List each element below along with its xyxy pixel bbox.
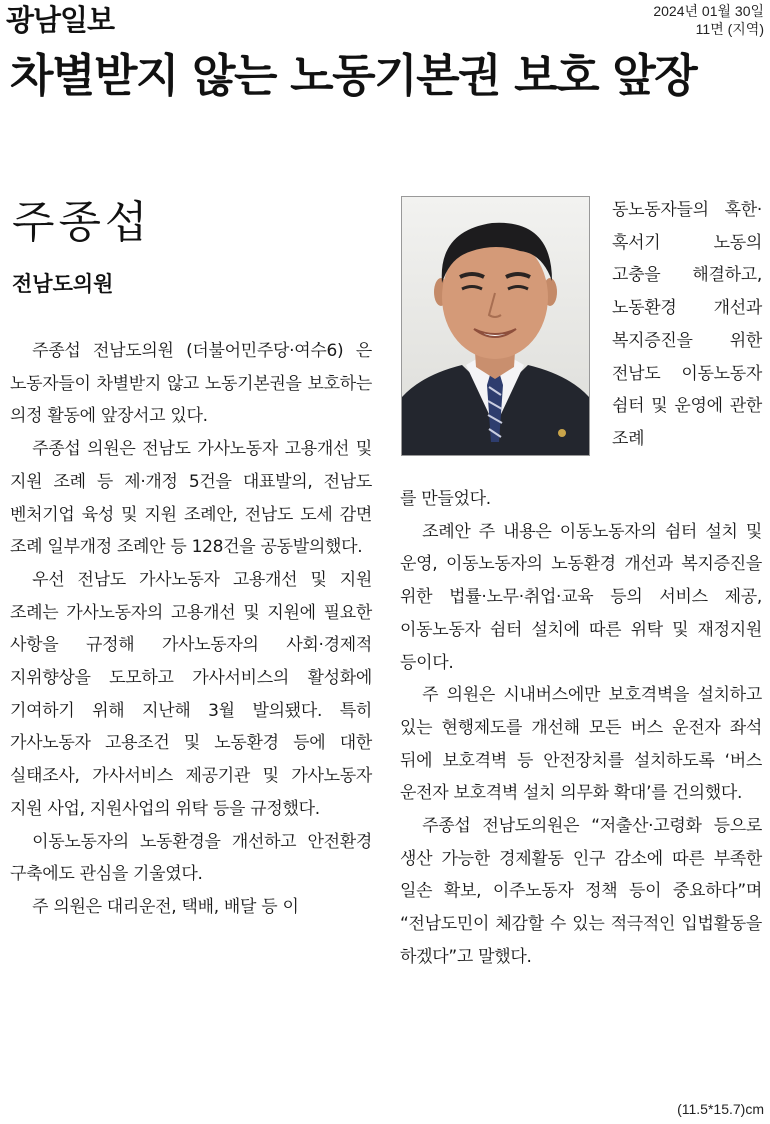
article-paragraph: 주 의원은 시내버스에만 보호격벽을 설치하고 있는 현행제도를 개선해 모든 버스 운전자 좌석 뒤에 보호격벽 등 안전장치를 설치하도록 ‘버스 운전자 보호격벽 설치 의무화 확대’를 건의했다. <box>400 685 762 804</box>
portrait-photo-icon <box>401 196 590 456</box>
article-paragraph: 우선 전남도 가사노동자 고용개선 및 지원 조례는 가사노동자의 고용개선 및 지원에 필요한 사항을 규정해 가사노동자의 사회·경제적 지위향상을 도모하고 가사서비스의 활성화에 기여하기 위해 지난해 3월 발의됐다. 특히 가사노동자 고용조건 및 노동환경 등에 대한 실태조사, 가사서비스 제공기관 및 가사노동자 지원 사업, 지원사업의 위탁 등을 규정했다. <box>10 569 372 819</box>
article-paragraph: 조례안 주 내용은 이동노동자의 쉼터 설치 및 운영, 이동노동자의 노동환경 개선과 복지증진을 위한 법률·노무·취업·교육 등의 서비스 제공, 이동노동자 쉼터 설치에 따른 위탁 및 재정지원 등이다. <box>400 521 762 673</box>
article-paragraph: 주 의원은 대리운전, 택배, 배달 등 이 <box>32 896 299 917</box>
article-paragraph: 주종섭 전남도의원은 “저출산·고령화 등으로 생산 가능한 경제활동 인구 감소에 따른 부족한 일손 확보, 이주노동자 정책 등이 중요하다”며 “전남도민이 체감할 수 있는 적극적인 입법활동을 하겠다”고 말했다. <box>400 816 762 967</box>
byline-role: 전남도의원 <box>12 272 114 296</box>
article-paragraph: 주종섭 전남도의원 (더불어민주당·여수6) 은 노동자들이 차별받지 않고 노동기본권을 보호하는 의정 활동에 앞장서고 있다. <box>10 341 372 427</box>
page-section: 11면 (지역) <box>695 21 764 37</box>
byline-name: 주종섭 <box>12 197 152 248</box>
article-column-right-bottom <box>400 483 762 974</box>
article-paragraph: 를 만들었다. <box>400 489 491 509</box>
article-paragraph: 동노동자들의 혹한·혹서기 노동의 고충을 해결하고, 노동환경 개선과 복지증진을 위한 전남도 이동노동자 쉼터 및 운영에 관한 조례 <box>612 200 762 449</box>
article-paragraph: 이동노동자의 노동환경을 개선하고 안전환경 구축에도 관심을 기울였다. <box>10 831 372 885</box>
article-column-left <box>10 335 372 924</box>
article-column-right-top <box>612 194 762 456</box>
masthead: 광남일보 <box>6 3 115 37</box>
publish-date: 2024년 01월 30일 <box>653 3 764 19</box>
headline: 차별받지 않는 노동기본권 보호 앞장 <box>10 49 697 102</box>
article-size-note: (11.5*15.7)cm <box>677 1101 764 1117</box>
dateline <box>653 2 764 38</box>
article-paragraph: 주종섭 의원은 전남도 가사노동자 고용개선 및 지원 조례 등 제·개정 5건을 대표발의, 전남도 벤처기업 육성 및 지원 조례안, 전남도 도세 감면 조례 일부개정 조례안 등 128건을 공동발의했다. <box>10 439 372 558</box>
